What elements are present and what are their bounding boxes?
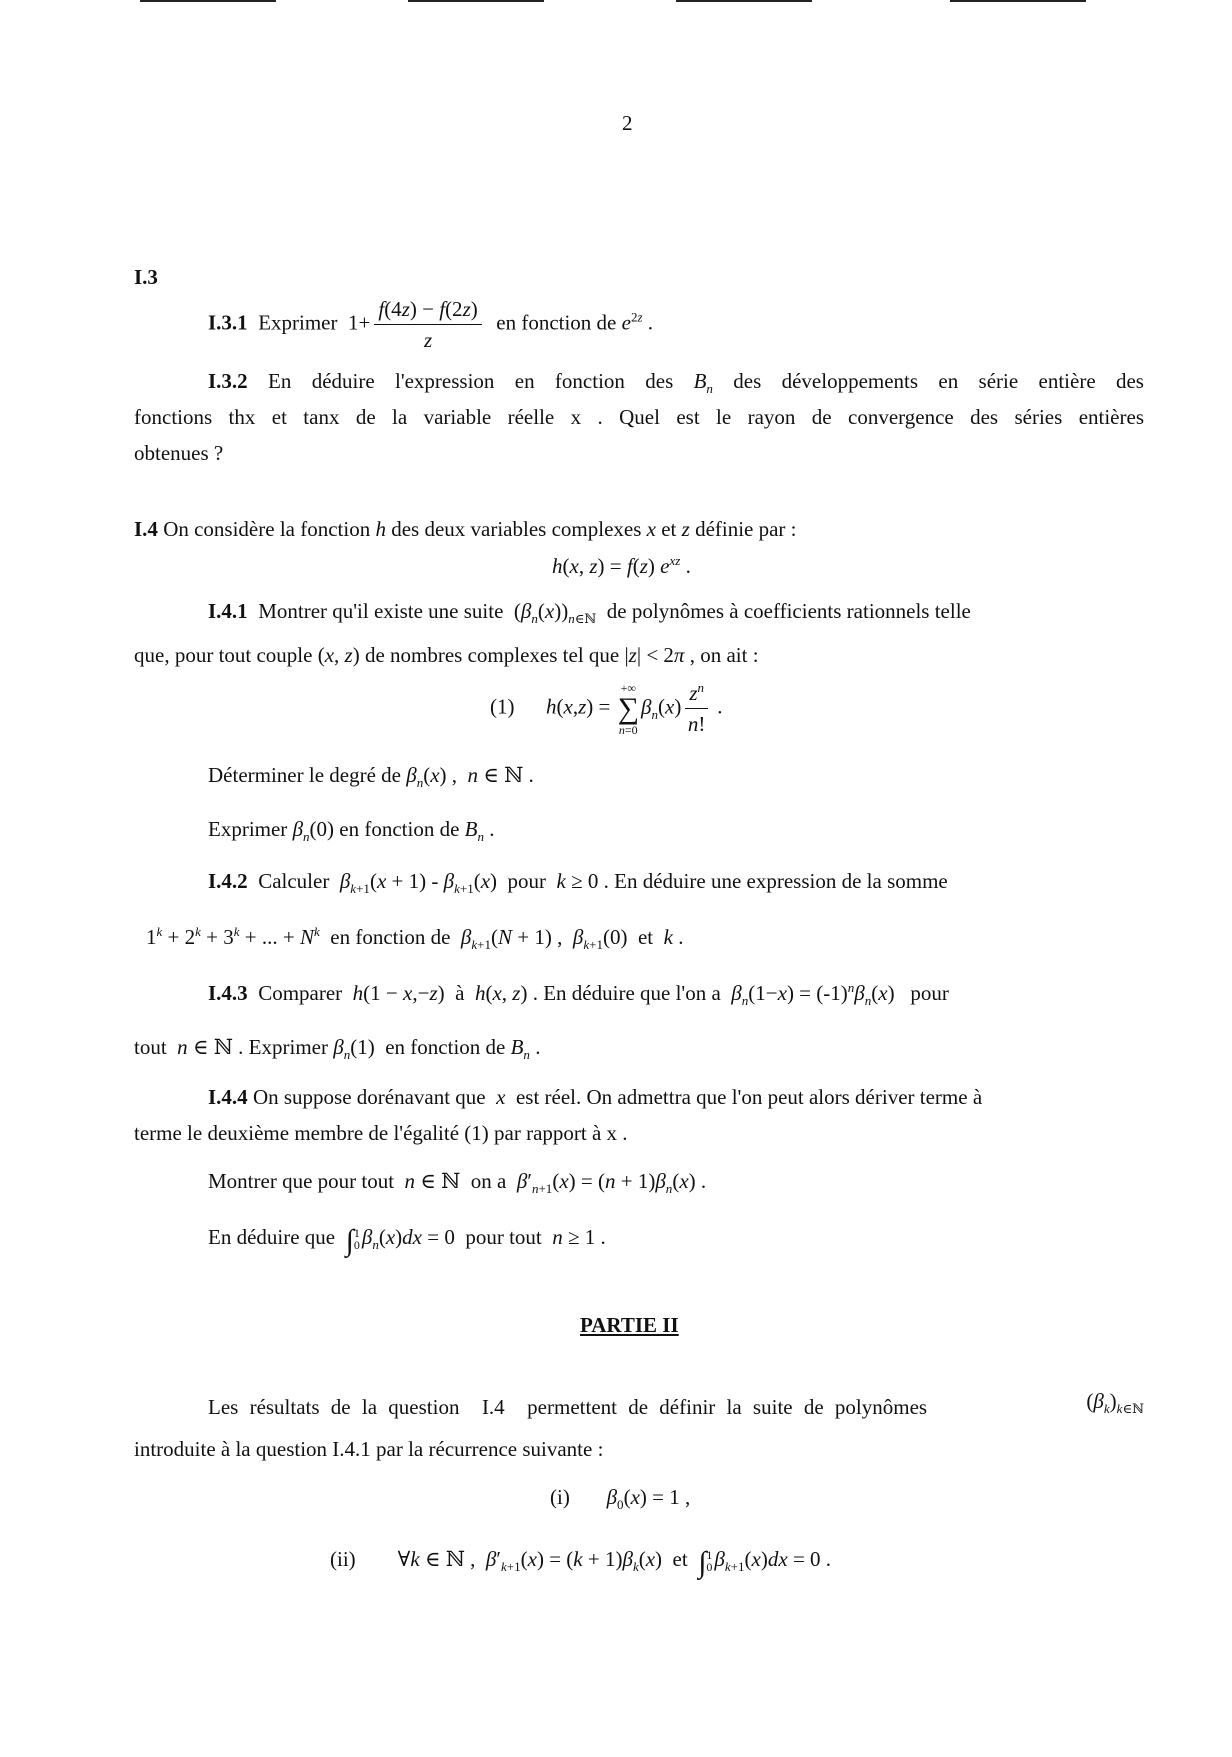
partie-ii-line2: introduite à la question I.4.1 par la récurrence suivante : [134, 1437, 604, 1461]
question-1-4-1-line1: I.4.1 Montrer qu'il existe une suite $(\beta_n(x))_{n\in ℕ}$ de polynômes à coefficients rationnels telle [208, 599, 971, 627]
question-1-4-2-line2: $1^k + 2^k + 3^k$ + ... + $N^k$ en fonction de $\beta_{k+1}(N + 1)$ , $\beta_{k+1}(0)$ et k . [146, 924, 684, 953]
question-1-4-2-line1: I.4.2 Calculer $\beta_{k+1}(x + 1) - \beta_{k+1}(x)$ pour k ≥ 0 . En déduire une expression de la somme [208, 869, 948, 897]
question-1-3-2-line2: fonctions thx et tanx de la variable réelle x . Quel est le rayon de convergence des séries entières [134, 405, 1144, 429]
express-beta0: Exprimer $\beta_n(0)$ en fonction de $B_n$ . [208, 817, 495, 845]
top-rule-2 [408, 0, 544, 2]
top-rule-4 [950, 0, 1086, 2]
page-number: 2 [622, 111, 633, 135]
fraction-f4z-f2z: $\frac{f(4z) - f(2z)}{z}$ [374, 296, 481, 354]
equation-h-definition: h(x, z) = f(z) $e^{xz}$ . [552, 553, 691, 578]
question-1-4-4-line3: Montrer que pour tout n ∈ ℕ on a $\beta'_{n+1}(x) = (n + 1)\beta_n(x)$ . [208, 1169, 707, 1197]
condition-ii: (ii) ∀k ∈ ℕ , $\beta'_{k+1}(x) = (k + 1)\beta_k(x)$ et ∫ 1 0 $\beta_{k+1}(x)dx = 0$ . [330, 1546, 832, 1579]
question-1-4-4-line2: terme le deuxième membre de l'égalité (1) par rapport à x . [134, 1121, 628, 1145]
section-1-4-intro: I.4 On considère la fonction h des deux variables complexes x et z définie par : [134, 517, 797, 541]
question-1-4-4-line4: En déduire que ∫ 1 0 $\beta_n(x)dx = 0$ pour tout n ≥ 1 . [208, 1224, 606, 1257]
question-1-3-2-line1: I.3.2 En déduire l'expression en fonction des $B_n$ des développements en série entière des [208, 369, 1144, 397]
degree-question: Déterminer le degré de $\beta_n(x)$ , n ∈ ℕ . [208, 763, 534, 791]
top-rule-3 [676, 0, 812, 2]
question-1-4-3-line1: I.4.3 Comparer h(1 − x,−z) à h(x, z) . En déduire que l'on a $\beta_n(1-x) = (-1)^n\beta_n(x)$ pour [208, 980, 949, 1009]
question-1-4-3-line2: tout n ∈ ℕ . Exprimer $\beta_n(1)$ en fonction de $B_n$ . [134, 1035, 541, 1063]
partie-ii-line1: Les résultats de la question I.4 permettent de définir la suite de polynômes $(\beta_k)_{k\in ℕ}$ [208, 1389, 1144, 1419]
question-1-3-2-line3: obtenues ? [134, 441, 224, 465]
equation-1-series: (1) h(x,z) = +∞ ∑ n=0 $\beta_n(x)$ $\frac{z^n}{n!}$ . [490, 680, 723, 737]
condition-i: (i) $\beta_0(x) = 1$ , [550, 1485, 691, 1513]
section-heading-1-3: I.3 [134, 265, 158, 289]
question-1-4-1-line2: que, pour tout couple (x, z) de nombres complexes tel que |z| < 2π , on ait : [134, 643, 759, 667]
top-rule-1 [140, 0, 276, 2]
partie-ii-title: PARTIE II [580, 1313, 679, 1337]
question-1-3-1: I.3.1 Exprimer 1+ $\frac{f(4z) - f(2z)}{z}$ en fonction de $e^{2z}$ . [208, 297, 654, 353]
question-1-4-4-line1: I.4.4 On suppose dorénavant que x est réel. On admettra que l'on peut alors dériver terme à [208, 1085, 983, 1109]
summation-symbol: +∞ ∑ n=0 [617, 680, 639, 737]
